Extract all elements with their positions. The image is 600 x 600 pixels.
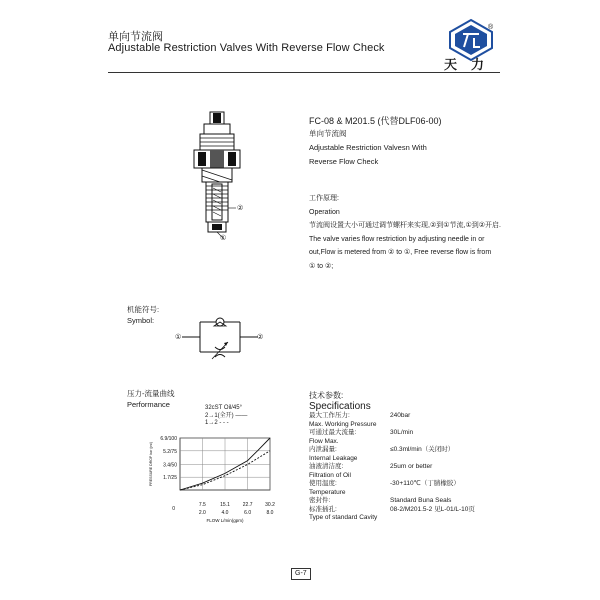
- operation-text-en-3: ① to ②;: [309, 262, 334, 270]
- drawing-port-1: ①: [220, 235, 227, 242]
- performance-label-en: Performance: [127, 400, 170, 409]
- symbol-label-en: Symbol:: [127, 316, 155, 325]
- symbol-port-1: ①: [175, 334, 182, 341]
- spec-value: 08-2/M201.5-2 见L-01/L-10页: [390, 505, 475, 513]
- x-tick-label-secondary: 4.0: [221, 510, 229, 516]
- performance-section-label: [127, 388, 175, 410]
- hydraulic-symbol-icon: [180, 312, 260, 362]
- spec-label-cn: 标准插孔:: [309, 505, 337, 513]
- symbol-section-label: [127, 304, 159, 326]
- operation-label-en: Operation: [309, 208, 340, 216]
- spec-value: ≤0.3ml/min（关闭时）: [390, 446, 455, 453]
- header-title-cn: 单向节流阀: [108, 31, 163, 43]
- spec-label-cn: 油液清洁度:: [309, 463, 344, 470]
- product-name-en-2: Reverse Flow Check: [309, 157, 379, 166]
- spec-label-en: Filtration of Oil: [309, 471, 351, 479]
- legend-title: 32cST Oil/45°: [205, 405, 242, 411]
- x-tick-label-secondary: 6.0: [244, 510, 252, 516]
- operation-text-en-2: out,Flow is metered from ② to ①, Free reverse flow is from: [309, 249, 492, 256]
- y-tick-label: 6.9/100: [160, 436, 177, 442]
- product-name-cn: 单向节流阀: [309, 129, 347, 138]
- performance-chart: [140, 430, 290, 530]
- spec-value: 240bar: [390, 412, 411, 419]
- performance-label-cn: 压力-流量曲线: [127, 389, 175, 398]
- y-tick-label: 3.4/50: [163, 462, 177, 469]
- symbol-label-cn: 机能符号:: [127, 305, 160, 314]
- spec-label-cn: 最大工作压力:: [309, 412, 350, 419]
- x-axis-label: FLOW L/min(gpm): [206, 518, 244, 523]
- valve-section-drawing: [180, 110, 260, 250]
- legend-series-2: 1→2 - - -: [205, 420, 229, 426]
- legend-series-1: 2→1(全开) ——: [205, 412, 248, 419]
- x-tick-label: 7.5: [198, 502, 206, 508]
- x-tick-label: 30.2: [265, 502, 275, 508]
- spec-value: -30+110℃（丁腈橡胶）: [390, 480, 460, 487]
- spec-label-en: Max. Working Pressure: [309, 420, 377, 428]
- symbol-port-2: ②: [257, 334, 264, 341]
- x-tick-label: 22.7: [242, 502, 253, 508]
- spec-label-en: Type of standard Cavity: [309, 514, 378, 521]
- header-divider: [108, 72, 500, 73]
- spec-label-en: Internal Leakage: [309, 454, 358, 462]
- header-title-en: Adjustable Restriction Valves With Reverse Flow Check: [108, 42, 385, 54]
- y-tick-label: 1.7/25: [163, 475, 177, 482]
- operation-text-cn: 节流阀设置大小可通过调节螺杆来实现,②到①节流,①到②开启.: [309, 222, 501, 229]
- spec-label-cn: 可通过最大流量:: [309, 429, 357, 436]
- spec-value: 25um or better: [390, 463, 433, 470]
- specs-title-en: Specifications: [309, 401, 371, 412]
- model-number: FC-08 & M201.5 (代替DLF06-00): [309, 116, 442, 126]
- specs-title-cn: 技术参数:: [309, 391, 344, 400]
- operation-section: [309, 192, 509, 273]
- chart-legend: [205, 405, 247, 428]
- spec-label-cn: 使用温度:: [309, 480, 337, 487]
- x-tick-label-secondary: 2.0: [198, 510, 206, 516]
- spec-label-en: Flow Max.: [309, 437, 339, 445]
- product-name-en-1: Adjustable Restriction Valvesn With: [309, 143, 427, 152]
- spec-label-cn: 密封件:: [309, 497, 331, 504]
- specs-title: [309, 390, 371, 412]
- y-tick-label: 5.2/75: [163, 448, 177, 455]
- page-number: G-7: [291, 568, 311, 580]
- brand-name: 天力: [444, 58, 499, 73]
- spec-label-cn: 内泄漏量:: [309, 446, 337, 453]
- operation-text-en-1: The valve varies flow restriction by adjusting needle in or: [309, 235, 485, 243]
- registered-mark-icon: ®: [488, 24, 494, 31]
- x-tick-label-secondary: 8.0: [266, 510, 274, 516]
- spec-label-en: Temperature: [309, 488, 346, 496]
- product-description: [309, 127, 427, 169]
- y-axis-label: PRESSURE DROP bar (psi): [149, 441, 153, 487]
- x-tick-label: 15.1: [220, 502, 230, 508]
- origin-label: 0: [172, 506, 175, 512]
- operation-label-cn: 工作原理:: [309, 195, 339, 202]
- spec-value: Standard Buna Seals: [390, 497, 452, 504]
- spec-value: 30L/min: [390, 429, 414, 436]
- drawing-port-2: ②: [237, 205, 244, 212]
